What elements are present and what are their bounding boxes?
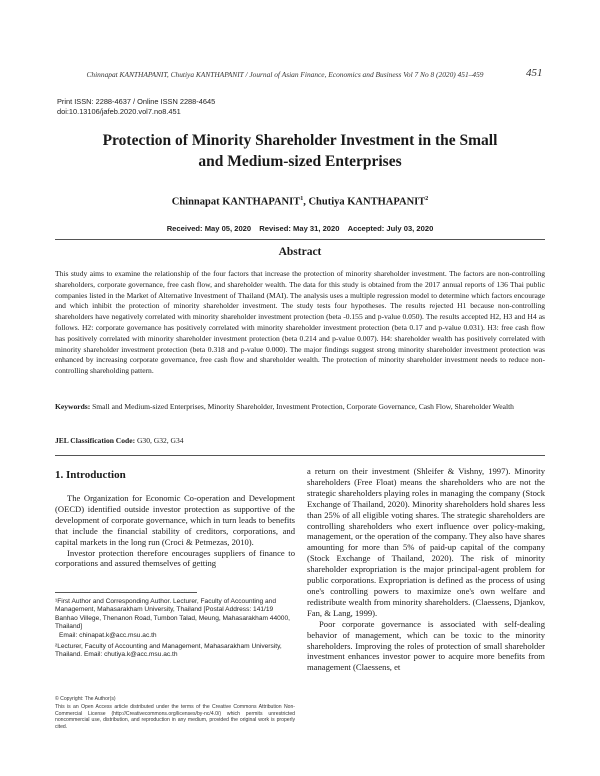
- author-1: Chinnapat KANTHAPANIT: [171, 196, 301, 208]
- abstract-heading: Abstract: [278, 246, 322, 258]
- right-column: [307, 466, 545, 673]
- page-number: 451: [526, 67, 543, 79]
- section-heading-introduction: 1. Introduction: [55, 469, 126, 481]
- accepted-date: Accepted: July 03, 2020: [347, 224, 434, 233]
- jel-classification: [55, 436, 545, 447]
- footnote-1-email[interactable]: Email: chinapat.k@acc.msu.ac.th: [59, 631, 157, 639]
- issn-line: Print ISSN: 2288-4637 / Online ISSN 2288-4645: [57, 97, 216, 106]
- intro-paragraph-3: a return on their investment (Shleifer & Vishny, 1997). Minority shareholders (Free Float) means the shareholders who are not the strategic shareholders playing roles in managing the company (Stock Exchange of Thailand, 2020). Minority shareholders hold shares less than 25% of all eligible voting shares. The strategic shareholders are controlling shareholders who exert influence over policy-making, management, or the operation of the company. They also have shares amounting for more than 5% of paid-up capital of the company (Stock Exchange of Thailand, 2020). The risk of minority shareholder expropriation is the major principal-agent problem for public corporations. Expropriation is defined as the process of using one's controlling powers to maximize one's own welfare and redistribute wealth from minority shareholders. (Claessens, Djankov, Fan, & Lang, 1999).: [307, 466, 545, 618]
- received-date: Received: May 05, 2020: [166, 224, 252, 233]
- keywords-text: Small and Medium-sized Enterprises, Minority Shareholder, Investment Protection, Corporate Governance, Cash Flow, Shareholder Wealth: [92, 402, 514, 411]
- submission-dates: [60, 224, 540, 233]
- author-1-mark: 1: [300, 196, 304, 202]
- author-2: Chutiya KANTHAPANIT: [308, 196, 426, 208]
- running-head: Chinnapat KANTHAPANIT, Chutiya KANTHAPANIT / Journal of Asian Finance, Economics and Business Vol 7 No 8 (2020) 451–459: [86, 70, 484, 79]
- divider-top: [55, 239, 545, 240]
- copyright-line: © Copyright: The Author(s): [55, 696, 116, 702]
- title-line-1: Protection of Minority Shareholder Investment in the Small: [102, 132, 498, 149]
- issn-block: [57, 97, 215, 117]
- left-column: [55, 466, 295, 569]
- keywords: [55, 402, 545, 413]
- footnote-2: ²Lecturer, Faculty of Accounting and Management, Mahasarakham University, Thailand. Email: chutiya.k@acc.msu.ac.th: [55, 643, 282, 659]
- jel-label: JEL Classification Code:: [55, 436, 136, 445]
- paper-title: [60, 130, 540, 172]
- author-separator: ,: [303, 196, 309, 208]
- doi-line[interactable]: doi:10.13106/jafeb.2020.vol7.no8.451: [57, 107, 181, 116]
- abstract-text: This study aims to examine the relationship of the four factors that increase the protection of minority shareholder investment. The factors are non-controlling shareholders, corporate governance, free cash flow, and shareholder wealth. The data for this study is obtained from the 2017 annual reports of 136 Thai public companies listed in the Market of Alternative Investment of Thailand (MAI). The analysis uses a multiple regression model to determine which factors encourage and which inhibit the protection of minority shareholder investment. The study tests four hypotheses. The results rejected H1 because non-controlling shareholders have negatively correlated with minority shareholder investment protection (beta -0.155 and p-value 0.050). The results accepted H2, H3 and H4 as follows. H2: corporate governance has positively correlated with minority shareholder investment protection (beta 0.17 and p-value 0.031). H3: free cash flow has positively correlated with minority shareholder investment protection (beta 0.214 and p-value 0.007). H4: shareholder wealth has positively correlated with minority shareholder investment protection (beta 0.318 and p-value 0.000). The major findings suggest strong minority shareholder investment protection was enhanced by increasing corporate governance, free cash flow and shareholder wealth. The protection of minority shareholder investment needs to reduce non-controlling shareholding pattern.: [55, 269, 545, 376]
- intro-paragraph-4: Poor corporate governance is associated with self-dealing behavior of management, which can be toxic to the minority shareholders. Improving the roles of protection of small shareholder investment enhances investor power to acquire more benefits from management (Claessens, et: [307, 618, 545, 673]
- keywords-label: Keywords:: [55, 402, 91, 411]
- jel-codes: G30, G32, G34: [136, 436, 184, 445]
- author-list: [60, 196, 540, 208]
- license-block: [55, 696, 295, 732]
- intro-paragraph-1: The Organization for Economic Co-operation and Development (OECD) identified outside investor protection as supportive of the development of corporate governance, which in turn leads to benefits that include the financial stability of creditors, corporations, and capital markets in the long run (Croci & Petmezas, 2010).: [55, 493, 295, 547]
- divider-bottom: [55, 455, 545, 456]
- intro-paragraph-2: Investor protection therefore encourages suppliers of finance to corporations and assured themselves of getting: [55, 547, 295, 569]
- footnote-divider: [55, 592, 197, 593]
- footnote-1-affiliation: ¹First Author and Corresponding Author. Lecturer, Faculty of Accounting and Management, Mahasarakham University, Thailand [Postal Address: 141/19 Banhao Villege, Thenanon Road, Tumbon Talad, Meung, Mahasarakham 44000, Thailand]: [55, 598, 290, 631]
- footnote-1: [55, 598, 295, 640]
- license-text: This is an Open Access article distributed under the terms of the Creative Commons Attribution Non-Commercial License (http://Creativecommons.org/licenses/by-nc/4.0/) which permits unrestricted noncommercial use, distribution, and reproduction in any medium, provided the original work is properly cited.: [55, 704, 295, 730]
- footnotes: [55, 598, 295, 663]
- revised-date: Revised: May 31, 2020: [259, 224, 340, 233]
- title-line-2: and Medium-sized Enterprises: [198, 153, 402, 170]
- author-2-mark: 2: [425, 196, 429, 202]
